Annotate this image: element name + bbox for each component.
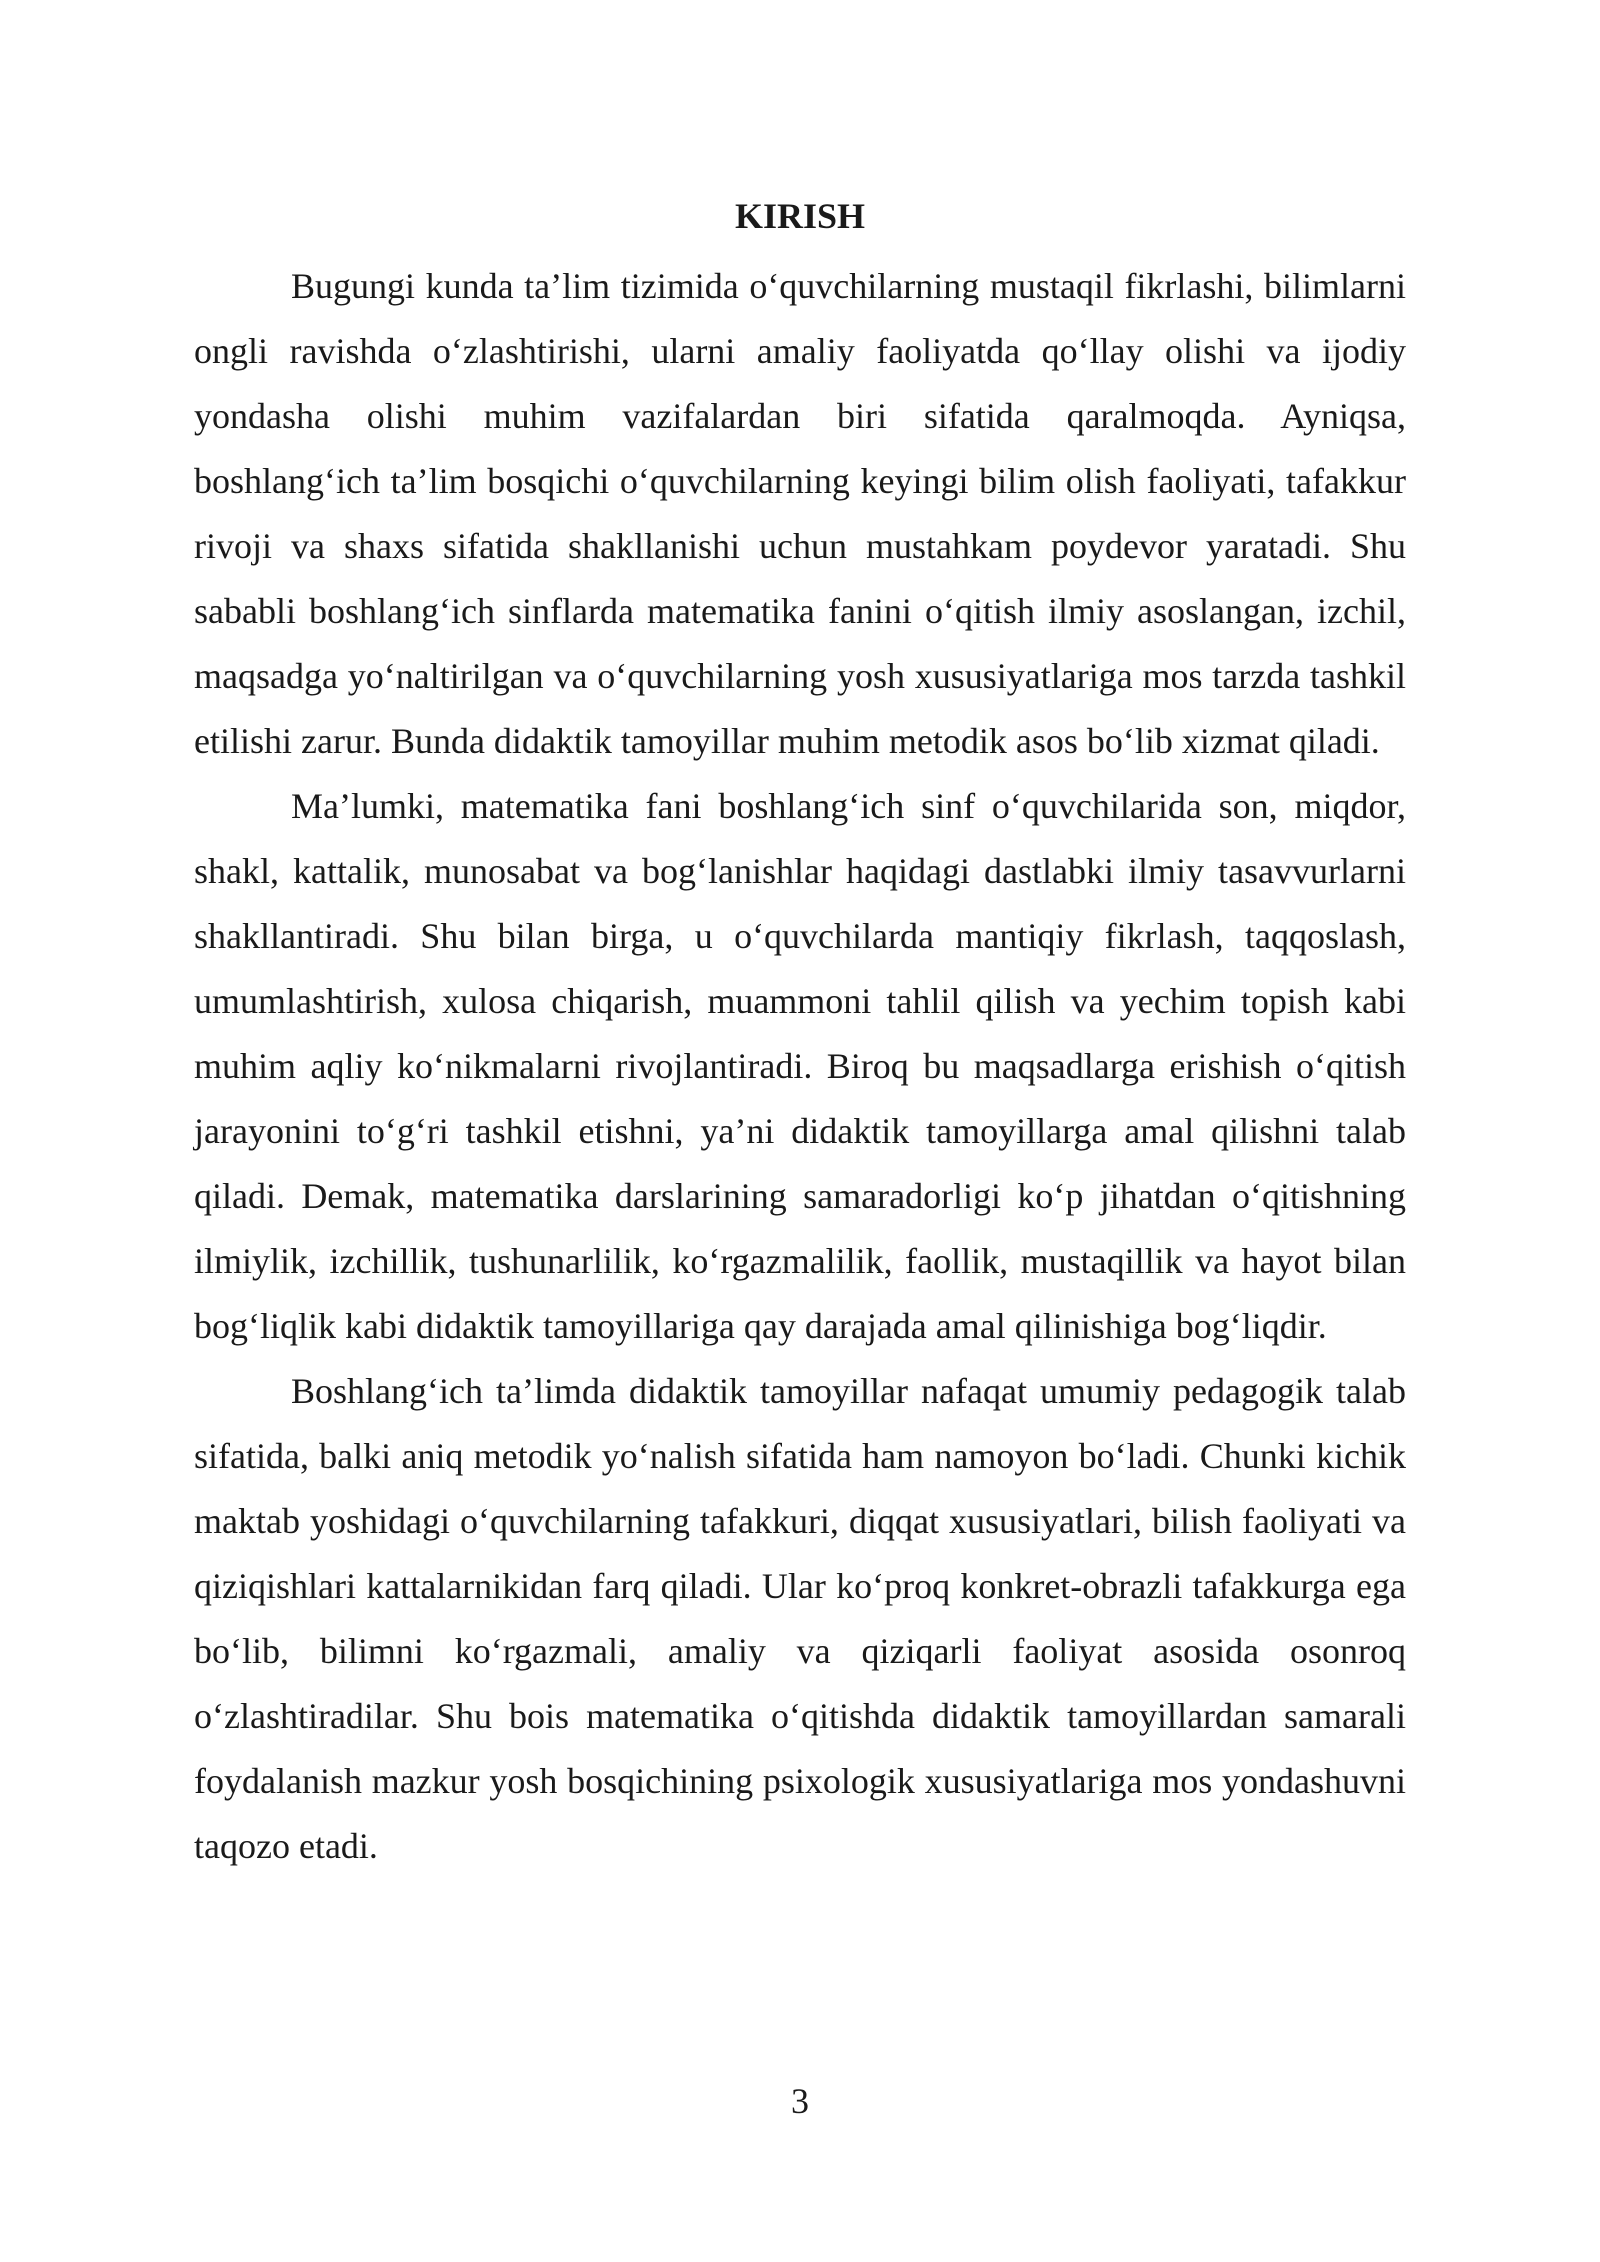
paragraph-3: Boshlang‘ich ta’limda didaktik tamoyillar nafaqat umumiy pedagogik talab sifatida, balki aniq metodik yo‘nalish sifatida ham namoyon bo‘ladi. Chunki kichik maktab yoshidagi o‘quvchilarning tafakkuri, diqqat xususiyatlari, bilish faoliyati va qiziqishlari kattalarnikidan farq qiladi. Ular ko‘proq konkret-obrazli tafakkurga ega bo‘lib, bilimni ko‘rgazmali, amaliy va qiziqarli faoliyat asosida osonroq o‘zlashtiradilar. Shu bois matematika o‘qitishda didaktik tamoyillardan samarali foydalanish mazkur yosh bosqichining psixologik xususiyatlariga mos yondashuvni taqozo etadi. [194, 1371, 1406, 1866]
paragraph-1: Bugungi kunda ta’lim tizimida o‘quvchilarning mustaqil fikrlashi, bilimlarni ongli ravishda o‘zlashtirishi, ularni amaliy faoliyatda qo‘llay olishi va ijodiy yondasha olishi muhim vazifalardan biri sifatida qaralmoqda. Ayniqsa, boshlang‘ich ta’lim bosqichi o‘quvchilarning keyingi bilim olish faoliyati, tafakkur rivoji va shaxs sifatida shakllanishi uchun mustahkam poydevor yaratadi. Shu sababli boshlang‘ich sinflarda matematika fanini o‘qitish ilmiy asoslangan, izchil, maqsadga yo‘naltirilgan va o‘quvchilarning yosh xususiyatlariga mos tarzda tashkil etilishi zarur. Bunda didaktik tamoyillar muhim metodik asos bo‘lib xizmat qiladi. [194, 266, 1406, 761]
section-heading: KIRISH [734, 196, 866, 236]
paragraph-2: Ma’lumki, matematika fani boshlang‘ich sinf o‘quvchilarida son, miqdor, shakl, kattalik, munosabat va bog‘lanishlar haqidagi dastlabki ilmiy tasavvurlarni shakllantiradi. Shu bilan birga, u o‘quvchilarda mantiqiy fikrlash, taqqoslash, umumlashtirish, xulosa chiqarish, muammoni tahlil qilish va yechim topish kabi muhim aqliy ko‘nikmalarni rivojlantiradi. Biroq bu maqsadlarga erishish o‘qitish jarayonini to‘g‘ri tashkil etishni, ya’ni didaktik tamoyillarga amal qilishni talab qiladi. Demak, matematika darslarining samaradorligi ko‘p jihatdan o‘qitishning ilmiylik, izchillik, tushunarlilik, ko‘rgazmalilik, faollik, mustaqillik va hayot bilan bog‘liqlik kabi didaktik tamoyillariga qay darajada amal qilinishiga bog‘liqdir. [194, 786, 1406, 1346]
document-page [194, 186, 1406, 1879]
page-number: 3 [791, 2081, 809, 2121]
